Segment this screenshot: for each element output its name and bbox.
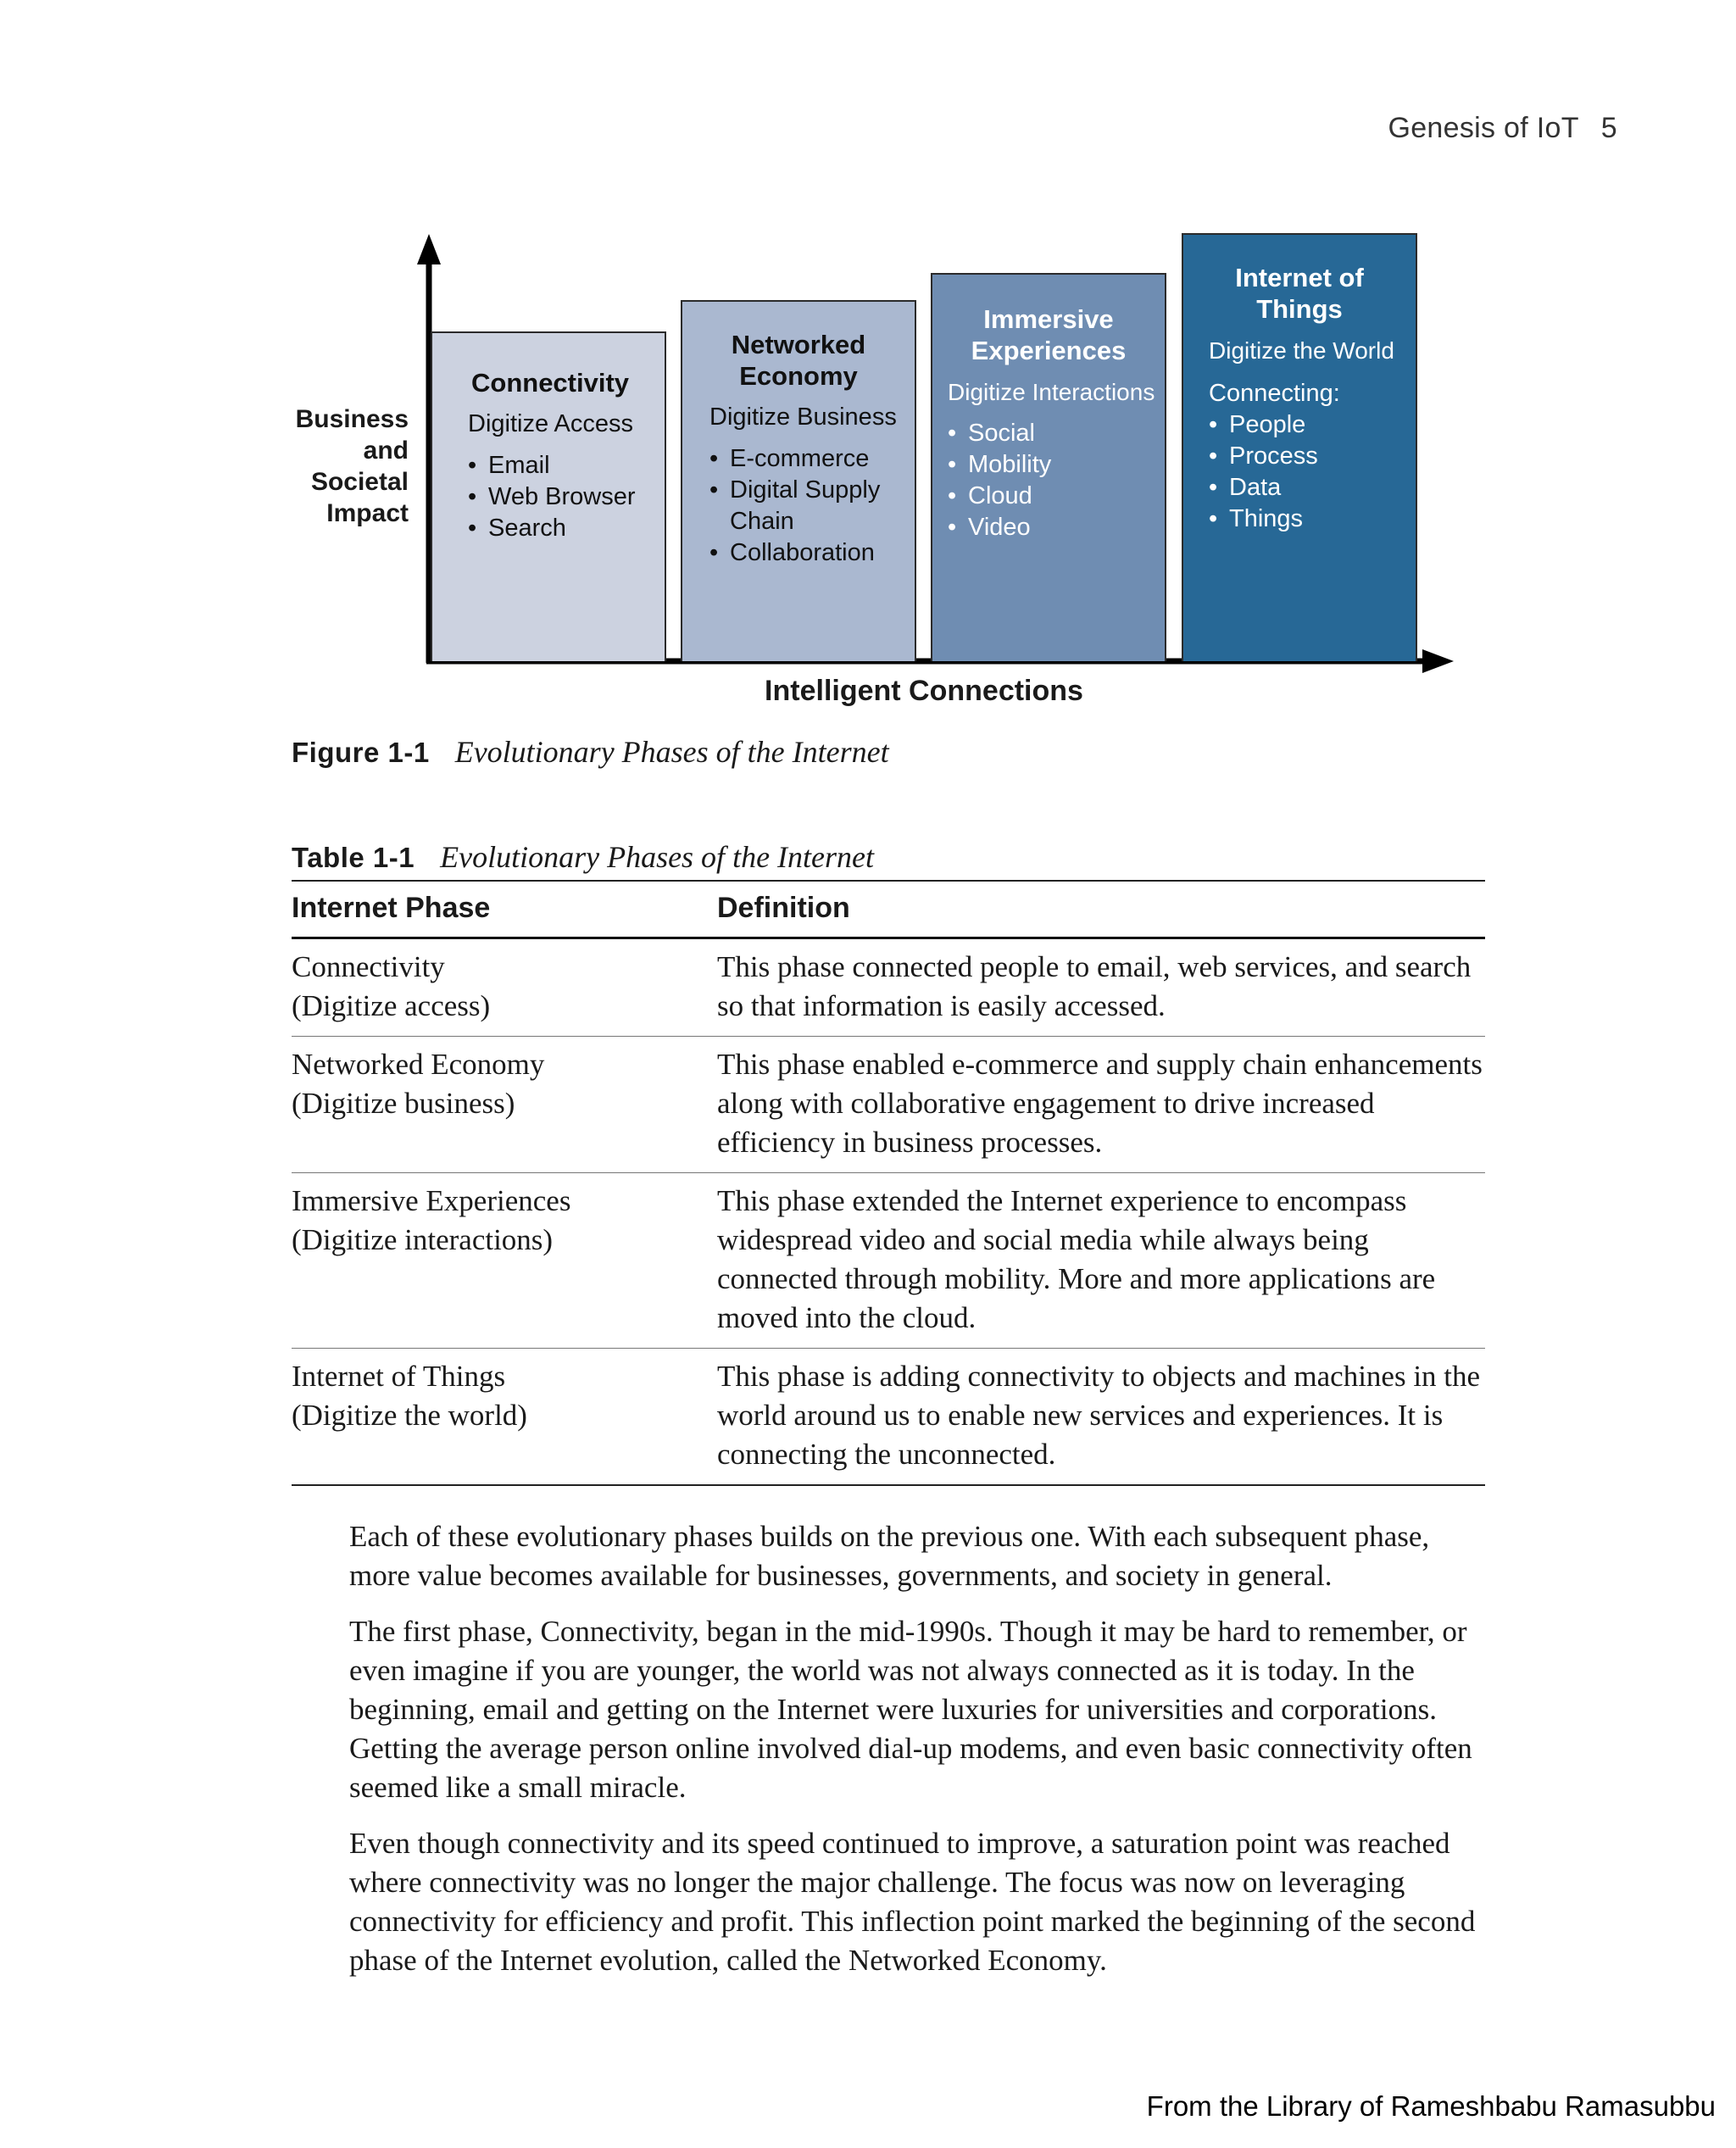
phase-item: • Search [468, 513, 665, 544]
table-caption [292, 839, 874, 875]
phase-item: • People [1209, 409, 1416, 441]
column-header: Internet Phase [292, 881, 717, 938]
phase-item: • Collaboration [709, 537, 896, 569]
phase-subtitle: Digitize Business [709, 403, 897, 431]
definition-cell: This phase is adding connectivity to objects and machines in the world around us to enable new services and experiences. It is connecting the unconnected. [717, 1360, 1481, 1471]
figure-evolution [0, 0, 1736, 780]
definition-cell: This phase connected people to email, web services, and search so that information is easily accessed. [717, 938, 1485, 1037]
page-number: 5 [1600, 112, 1617, 144]
phase-items [948, 418, 1165, 543]
y-axis-label: Business and Societal Impact [295, 405, 409, 527]
header-title: Genesis of IoT [1388, 112, 1579, 144]
phase-cell: Immersive Experiences (Digitize interactions) [292, 1173, 717, 1349]
paragraph: Even though connectivity and its speed continued to improve, a saturation point was reached where connectivity was no longer the major challenge. The focus was now on leveraging connectivity for efficiency and profit. This inflection point marked the beginning of the second phase of the Internet evolution, called the Networked Economy. [349, 1827, 1476, 1977]
table-row [292, 1349, 1485, 1486]
phase-item: • Things [1209, 504, 1416, 535]
phase-item: • Cloud [948, 481, 1165, 512]
phase-cell: Internet of Things (Digitize the world) [292, 1360, 527, 1432]
phase-box-internet-of-things [1182, 233, 1417, 661]
paragraph: Each of these evolutionary phases builds on the previous one. With each subsequent phase, more value becomes available for businesses, governments, and society in general. [349, 1520, 1430, 1592]
body-text [349, 1517, 1494, 1997]
phase-subtitle: Digitize the World [1209, 337, 1394, 364]
phase-subtitle: Digitize Interactions [948, 379, 1155, 405]
phase-subtitle-connecting: Connecting: [1209, 380, 1340, 407]
phase-title: Networked Economy [731, 330, 866, 391]
phase-items [709, 443, 896, 569]
table-title: Evolutionary Phases of the Internet [440, 840, 875, 874]
phase-subtitle: Digitize Access [468, 410, 634, 437]
table-header-row [292, 881, 1485, 938]
figure-caption [292, 734, 889, 770]
phase-box-connectivity [431, 331, 666, 661]
column-header: Definition [717, 881, 1485, 938]
phase-item: • Social [948, 418, 1165, 449]
library-footer: From the Library of Rameshbabu Ramasubbu [1146, 2090, 1716, 2122]
x-axis-label: Intelligent Connections [765, 675, 1083, 707]
definition-cell: This phase enabled e-commerce and supply chain enhancements along with collaborative engagement to drive increased efficiency in business processes. [717, 1037, 1485, 1173]
table-row [292, 1173, 1485, 1349]
phase-item: • Web Browser [468, 481, 665, 513]
phase-title: Immersive Experiences [971, 304, 1127, 365]
phase-cell: Connectivity (Digitize access) [292, 938, 717, 1037]
phase-box-networked-economy [681, 300, 916, 661]
table-row [292, 938, 1485, 1037]
phase-item: • Process [1209, 441, 1416, 472]
paragraph: The first phase, Connectivity, began in the mid-1990s. Though it may be hard to remember, or even imagine if you are younger, the world was not always connected as it is today. In the beginning, email and getting on the Internet were luxuries for universities and corporations. Getting the average person online involved dial-up modems, and even basic connectivity often seemed like a small miracle. [349, 1615, 1472, 1804]
y-axis-arrow [417, 234, 441, 264]
phase-box-immersive-experiences [931, 273, 1166, 661]
phase-item: • Data [1209, 472, 1416, 504]
phase-title: Internet of Things [1235, 263, 1364, 324]
table-number: Table 1-1 [292, 842, 415, 873]
phase-item: • Video [948, 512, 1165, 543]
phase-items [468, 450, 665, 544]
figure-number: Figure 1-1 [292, 737, 430, 768]
phase-title: Connectivity [471, 368, 630, 398]
table-row [292, 1037, 1485, 1173]
phase-item: • Email [468, 450, 665, 481]
definition-cell: This phase extended the Internet experience to encompass widespread video and social media while always being connected through mobility. More and more applications are moved into the cloud. [717, 1173, 1485, 1349]
figure-title: Evolutionary Phases of the Internet [454, 735, 889, 769]
x-axis-arrow [1422, 649, 1454, 673]
phase-items [1209, 409, 1416, 535]
phase-item: • Digital Supply Chain [709, 475, 896, 537]
phases-table [292, 880, 1485, 1486]
phase-item: • E-commerce [709, 443, 896, 475]
phase-item: • Mobility [948, 449, 1165, 481]
phase-cell: Networked Economy (Digitize business) [292, 1037, 717, 1173]
